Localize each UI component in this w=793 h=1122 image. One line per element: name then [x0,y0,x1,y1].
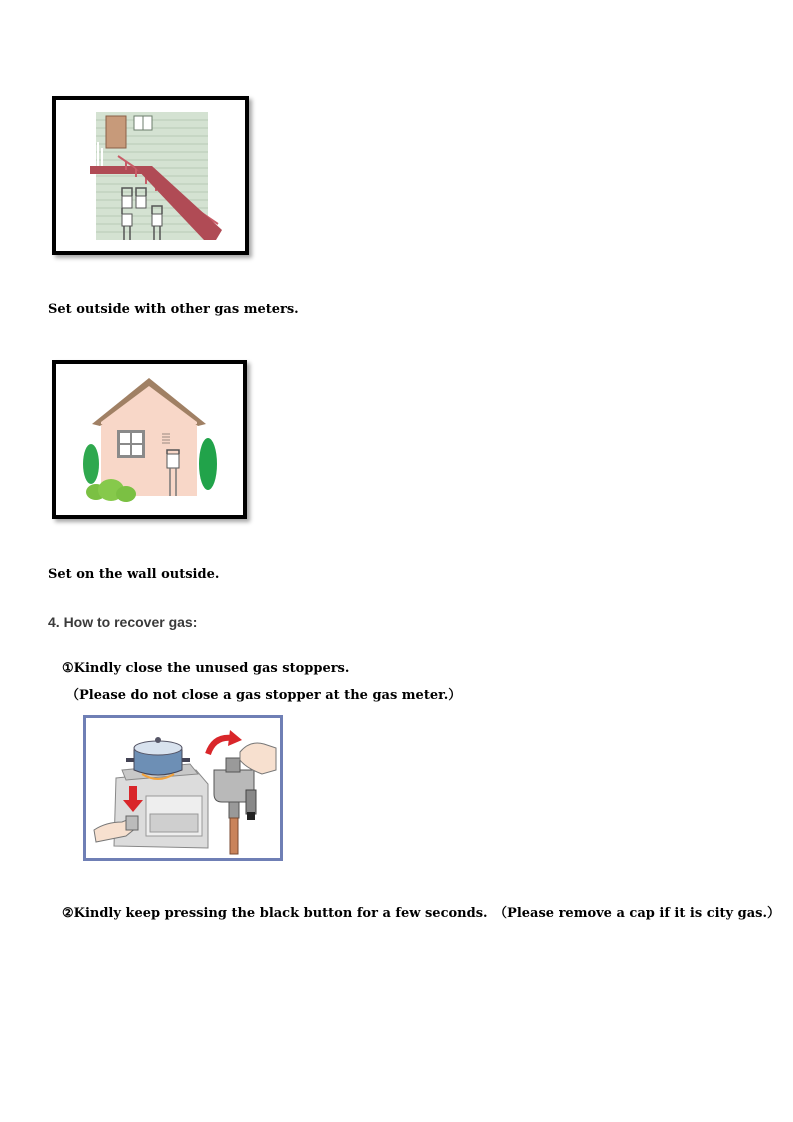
step-1 [62,661,349,676]
house-figure [52,360,247,519]
step-1-text: Kindly close the unused gas stoppers. [73,661,350,676]
section-heading: 4. How to recover gas: [48,614,198,630]
stove-and-gas-stopper-icon [86,718,280,858]
stove-figure [83,715,283,861]
step-1-note: （Please do not close a gas stopper at the gas meter.） [66,688,462,703]
step-1-marker: ① [62,661,74,676]
house-wall-gas-meter-icon [56,364,243,515]
house-caption: Set on the wall outside. [48,567,220,582]
step-2-text: Kindly keep pressing the black button for a few seconds. （Please remove a cap if it is city gas.） [73,906,780,921]
step-2 [62,902,780,921]
step-2-marker: ② [62,906,74,921]
apartment-gas-meters-icon [56,100,245,251]
apartment-caption: Set outside with other gas meters. [48,302,299,317]
apartment-figure [52,96,249,255]
